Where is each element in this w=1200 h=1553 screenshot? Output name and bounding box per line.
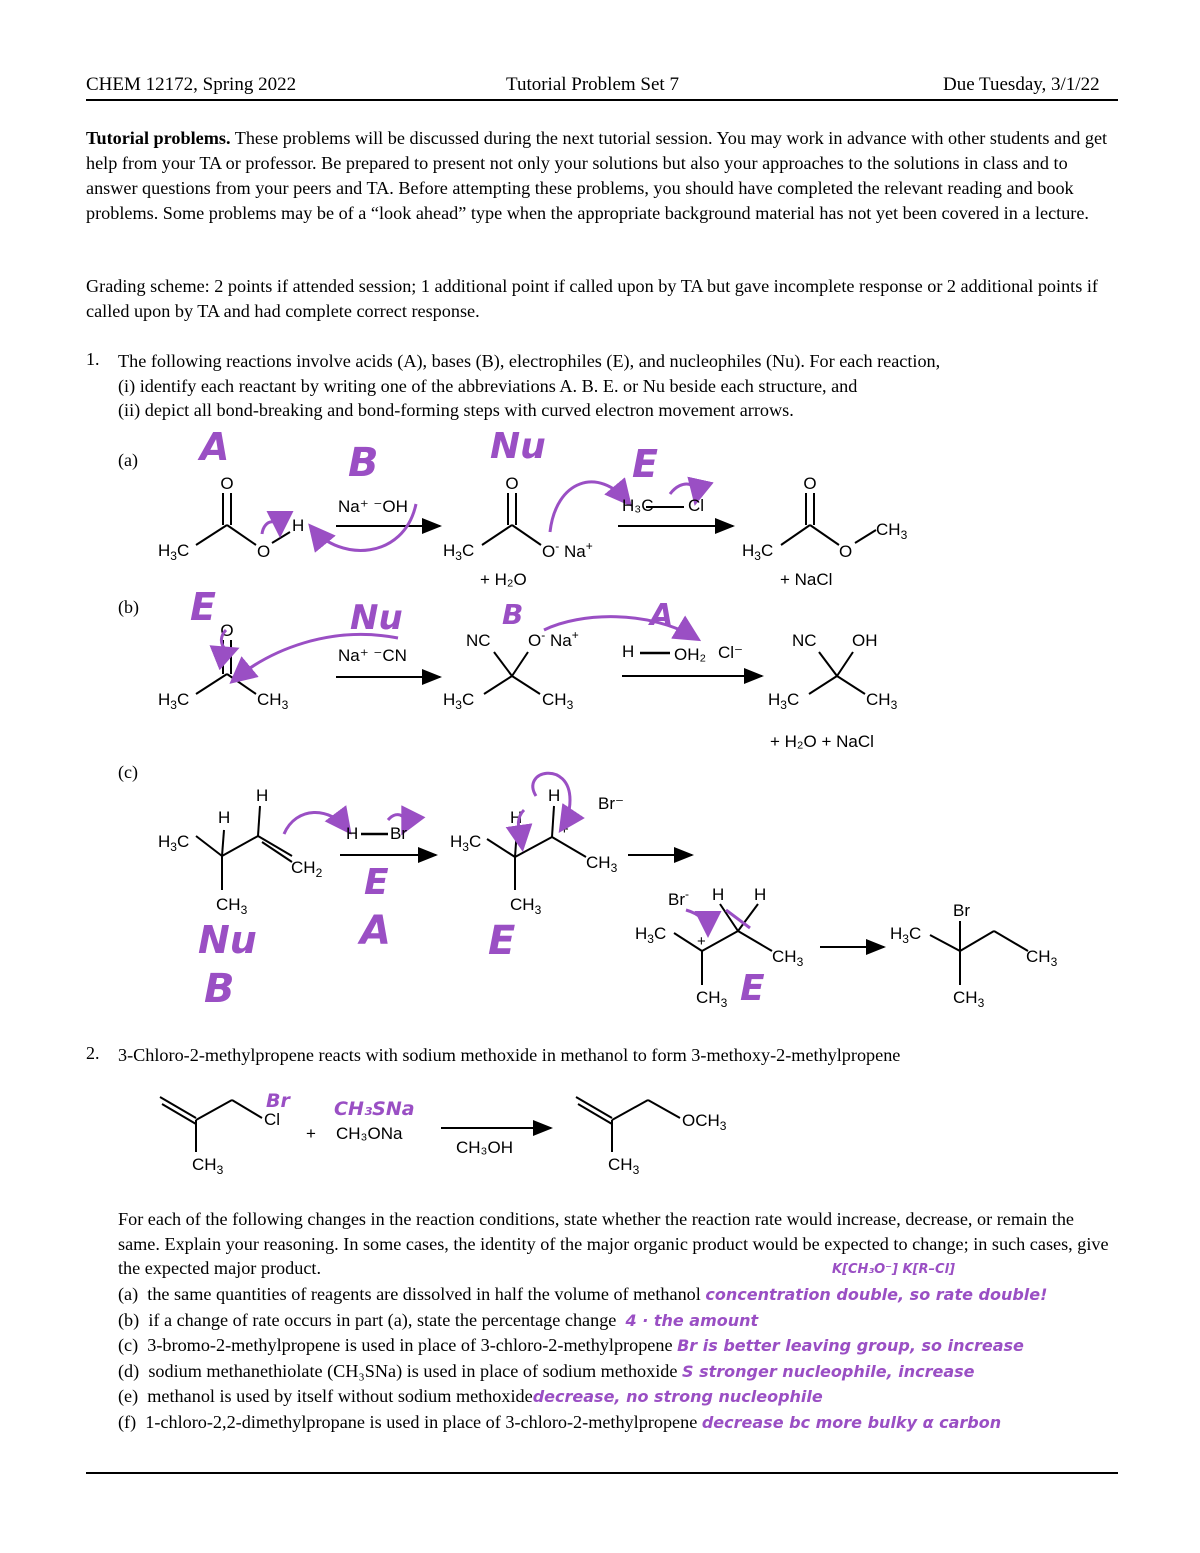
item-answer: 4 · the amount: [625, 1310, 759, 1330]
q2-item: [118, 1308, 1118, 1334]
item-answer: S stronger nucleophile, increase: [682, 1361, 975, 1381]
atom-o: O: [257, 542, 271, 561]
atom-ch3: $CH_3$: [542, 690, 574, 712]
label-nucleophile: Nu: [490, 426, 546, 467]
q2-statement: 3-Chloro-2-methylpropene reacts with sodium methoxide in methanol to form 3-methoxy-2-methylpropene: [118, 1045, 901, 1065]
grading-paragraph: Grading scheme: 2 points if attended session; 1 additional point if called upon by TA but gave incomplete response or 2 additional points if called upon by TA and had complete correct response.: [86, 276, 1098, 321]
item-text: sodium methanethiolate (CH₃SNa) is used in place of sodium methoxide: [148, 1360, 678, 1381]
atom-h: H: [218, 808, 231, 827]
rate-law-note: K[CH₃O⁻] K[R–Cl]: [832, 1262, 955, 1277]
label-nucleophile: Nu: [198, 918, 257, 962]
3-methoxy-2-methylpropene: [576, 1097, 680, 1152]
atom-h3c: $H_3C$: [890, 924, 922, 946]
q1-line2: (i) identify each reactant by writing one of the abbreviations A. B. E. or Nu beside each structure, and: [118, 375, 858, 396]
atom-ch3: $CH_3$: [192, 1155, 224, 1177]
acetate: [482, 493, 541, 545]
part-b-label: (b): [118, 597, 139, 617]
3-methyl-1-butene: [196, 806, 292, 890]
label-nucleophile: Nu: [350, 598, 403, 638]
q2-item: [118, 1410, 1118, 1436]
q2-number: 2.: [86, 1043, 100, 1063]
reagent-h: H: [622, 642, 635, 661]
item-answer: decrease, no strong nucleophile: [532, 1387, 823, 1407]
reagent-chloride: Cl⁻: [718, 643, 744, 662]
anion-br: Br-: [668, 887, 689, 909]
reagent-naoh: Na⁺ ⁻OH: [338, 497, 408, 516]
atom-o: O: [220, 621, 234, 640]
label-base: B: [502, 598, 524, 631]
atom-o: O: [839, 542, 853, 561]
item-text: the same quantities of reagents are dissolved in half the volume of methanol: [147, 1284, 701, 1304]
2-bromo-2-methylbutane: [930, 921, 1028, 985]
intro-lead: Tutorial problems.: [86, 128, 231, 148]
cyanohydrin-alkoxide: [484, 652, 540, 694]
atom-ch2: $CH_2$: [291, 858, 323, 880]
atom-h3c: $H_3C$: [158, 832, 190, 854]
atom-h: H: [754, 885, 767, 904]
atom-h: H: [292, 516, 305, 535]
page-title: Tutorial Problem Set 7: [506, 74, 679, 95]
atom-ch3: $CH_3$: [586, 853, 618, 875]
atom-ch3: $CH_3$: [953, 988, 985, 1010]
part-c-label: (c): [118, 762, 138, 782]
cyanohydrin: [809, 652, 865, 694]
label-base: B: [348, 440, 379, 486]
label-acid: A: [200, 425, 230, 469]
q1-line1: The following reactions involve acids (A), bases (B), electrophiles (E), and nucleophiles (Nu). For each reaction,: [118, 351, 941, 371]
item-label: (a): [118, 1284, 139, 1304]
atom-br: Br: [953, 901, 970, 920]
atom-o: O: [220, 474, 234, 493]
label-electrophile: E: [190, 585, 216, 629]
atom-ch3: $CH_3$: [510, 895, 542, 917]
acetic-acid: [196, 493, 290, 545]
atom-o: O: [505, 474, 519, 493]
q2-item: [118, 1384, 1118, 1410]
label-electrophile: E: [488, 918, 516, 964]
q2-item: [118, 1333, 1118, 1359]
atom-ch3: $CH_3$: [696, 988, 728, 1010]
atom-ch3: $CH_3$: [257, 690, 289, 712]
atom-h3c: $H_3C$: [443, 541, 475, 563]
label-base: B: [204, 966, 235, 1012]
intro-body: These problems will be discussed during the next tutorial session. You may work in advance with other students and get help from your TA or professor. Be prepared to present not only your solutions but also your approaches to the solutions in class and to answer questions from your peers and TA. Before attempting these problems, you should have completed the relevant reading and book problems. Some problems may be of a “look ahead” type when the appropriate background material has not yet been covered in a lecture.: [86, 128, 1108, 223]
atom-h3c: $H_3C$: [158, 690, 190, 712]
item-text: methanol is used by itself without sodium methoxide: [147, 1386, 533, 1407]
label-electrophile: E: [364, 862, 389, 903]
item-label: (b): [118, 1309, 140, 1330]
atom-ch3: $CH_3$: [608, 1155, 640, 1177]
atom-h3c: $H_3C$: [635, 924, 667, 946]
label-acid: A: [360, 908, 391, 954]
atom-h3c: $H_3C$: [450, 832, 482, 854]
atom-o: O- Na+: [528, 628, 579, 650]
reagent-br: Br: [390, 824, 407, 843]
atom-nc: NC: [466, 631, 491, 650]
atom-oh: OH: [852, 631, 878, 650]
item-label: (e): [118, 1386, 139, 1407]
atom-h: H: [548, 786, 561, 805]
item-label: (f): [118, 1411, 137, 1432]
anion-bromide: Br⁻: [598, 794, 624, 813]
reagent-h: H: [346, 824, 359, 843]
reagent-oh2: OH₂: [674, 645, 707, 664]
label-acid: A: [650, 598, 674, 633]
due-date: Due Tuesday, 3/1/22: [943, 74, 1100, 95]
item-answer: Br is better leaving group, so increase: [677, 1336, 1024, 1356]
atom-ch3: $CH_3$: [772, 947, 804, 969]
q2-item: [118, 1282, 1118, 1308]
atom-h3c: $H_3C$: [742, 541, 774, 563]
q2-item: [118, 1359, 1118, 1385]
atom-ch3: $CH_3$: [866, 690, 898, 712]
secondary-carbocation: [487, 806, 586, 890]
atom-ch3: $CH_3$: [216, 895, 248, 917]
atom-ch3: $CH_3$: [876, 520, 908, 542]
label-electrophile: E: [740, 968, 765, 1009]
course-label: CHEM 12172, Spring 2022: [86, 74, 297, 95]
atom-cl: Cl: [264, 1110, 281, 1129]
coproduct-water: + H₂O: [480, 570, 527, 589]
item-label: (d): [118, 1360, 140, 1381]
item-answer: decrease bc more bulky α carbon: [701, 1412, 1002, 1432]
atom-o: O- Na+: [542, 539, 593, 561]
3-chloro-2-methylpropene: [160, 1097, 262, 1152]
item-text: 3-bromo-2-methylpropene is used in place of 3-chloro-2-methylpropene: [147, 1335, 673, 1356]
reagent-cl: Cl: [688, 496, 705, 515]
atom-h3c: $H_3C$: [768, 690, 800, 712]
atom-och3: $OCH_3$: [682, 1111, 727, 1133]
label-electrophile: E: [632, 442, 658, 486]
hw-thiolate: CH₃SNa: [334, 1098, 415, 1120]
carbocation-charge: +: [697, 933, 706, 950]
item-label: (c): [118, 1335, 139, 1356]
atom-o: O: [803, 474, 817, 493]
plus-sign: +: [306, 1124, 316, 1143]
part-a-label: (a): [118, 450, 138, 470]
solvent-methanol: CH₃OH: [456, 1138, 513, 1157]
carbocation-charge: +: [560, 821, 569, 838]
item-answer: concentration double, so rate double!: [705, 1285, 1048, 1304]
hw-bromine: Br: [266, 1090, 290, 1112]
reagent-nacn: Na⁺ ⁻CN: [338, 646, 407, 665]
item-text: 1-chloro-2,2-dimethylpropane is used in place of 3-chloro-2-methylpropene: [145, 1411, 698, 1432]
atom-ch3: $CH_3$: [1026, 947, 1058, 969]
methyl-acetate: [781, 493, 876, 545]
reagent-methoxide: CH₃ONa: [336, 1124, 403, 1143]
coproduct-nacl: + NaCl: [780, 570, 833, 589]
atom-h3c: $H_3C$: [158, 541, 190, 563]
atom-nc: NC: [792, 631, 817, 650]
q2-intro: For each of the following changes in the reaction conditions, state whether the reaction rate would increase, decrease, or remain the same. Explain your reasoning. In some cases, the identity of the major organic product would be expected to change; in such cases, give the expected major product.: [118, 1209, 1109, 1279]
atom-h3c: $H_3C$: [443, 690, 475, 712]
item-text: if a change of rate occurs in part (a), state the percentage change: [148, 1309, 617, 1330]
reagent-h3c: H₃C: [622, 496, 654, 515]
atom-h: H: [510, 808, 523, 827]
atom-h: H: [256, 786, 269, 805]
atom-h: H: [712, 885, 725, 904]
coproducts-b: + H₂O + NaCl: [770, 732, 874, 751]
q1-number: 1.: [86, 349, 100, 369]
q1-line3: (ii) depict all bond-breaking and bond-forming steps with curved electron movement arrows.: [118, 400, 794, 421]
q2-items: [118, 1282, 1118, 1436]
footer-rule: [86, 1472, 1118, 1474]
